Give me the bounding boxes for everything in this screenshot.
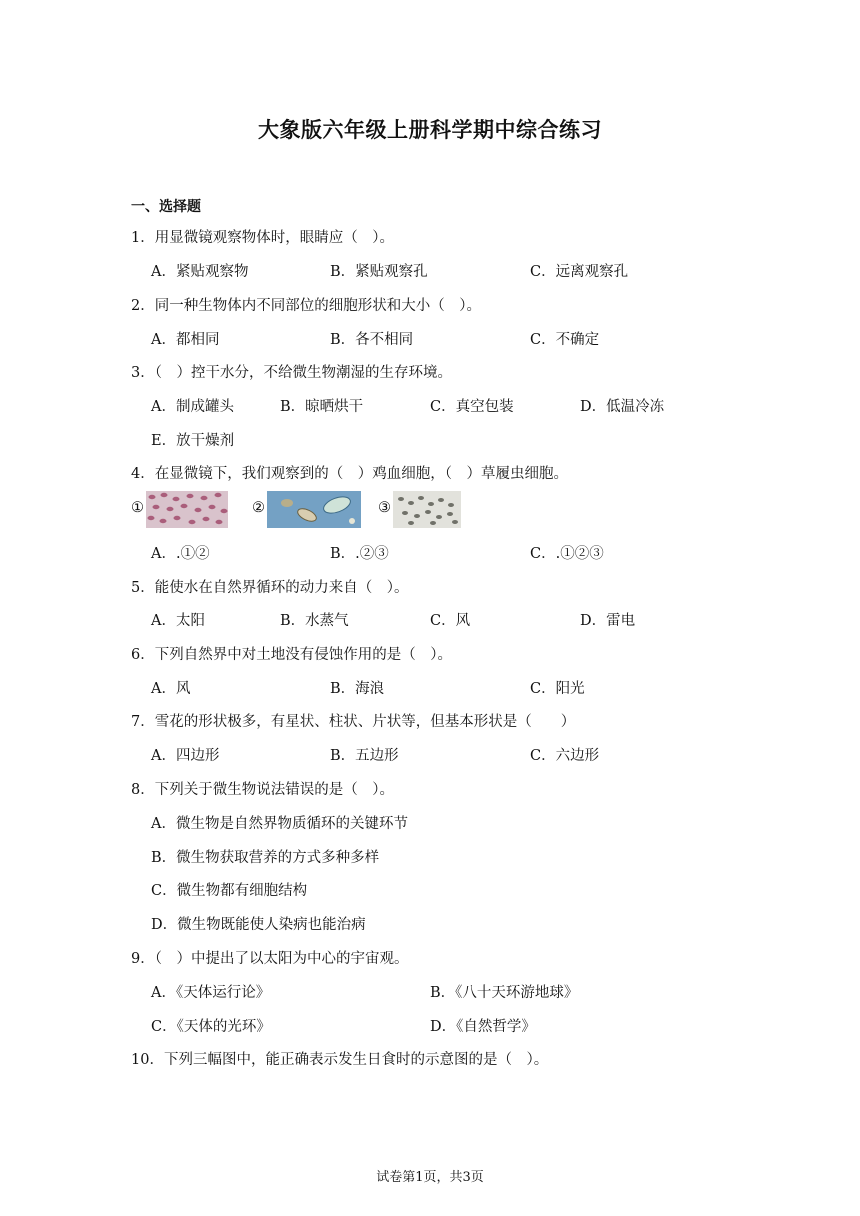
q2-option-b: B．各不相同 (330, 332, 414, 348)
question-3: 3．（ ）控干水分，不给微生物潮湿的生存环境。 (131, 365, 452, 381)
q1-option-b: B．紧贴观察孔 (330, 264, 428, 280)
q7-option-b: B．五边形 (330, 748, 399, 764)
q4-option-c: C．.①②③ (530, 546, 604, 562)
q7-option-a: A．四边形 (151, 748, 220, 764)
q5-option-c: C．风 (430, 613, 471, 629)
question-1: 1．用显微镜观察物体时，眼睛应（ ）。 (131, 230, 394, 246)
q5-option-d: D．雷电 (580, 613, 636, 629)
q3-option-d: D．低温冷冻 (580, 399, 665, 415)
paramecium-image (267, 491, 361, 528)
q1-option-c: C．远离观察孔 (530, 264, 629, 280)
image-label-1: ① (131, 500, 144, 516)
q8-option-c: C．微生物都有细胞结构 (151, 883, 308, 899)
q9-option-a: A．《天体运行论》 (151, 985, 271, 1001)
page-footer: 试卷第1页，共3页 (376, 1170, 484, 1185)
q8-option-b: B．微生物获取营养的方式多种多样 (151, 850, 380, 866)
q2-option-a: A．都相同 (151, 332, 220, 348)
cells-image (393, 491, 461, 528)
q5-option-a: A．太阳 (151, 613, 205, 629)
question-7: 7．雪花的形状极多，有星状、柱状、片状等，但基本形状是（ ） (131, 714, 576, 730)
image-label-3: ③ (378, 500, 391, 516)
q4-option-b: B．.②③ (330, 546, 389, 562)
question-8: 8．下列关于微生物说法错误的是（ ）。 (131, 782, 394, 798)
question-9: 9．（ ）中提出了以太阳为中心的宇宙观。 (131, 951, 409, 967)
q5-option-b: B．水蒸气 (280, 613, 349, 629)
page-title: 大象版六年级上册科学期中综合练习 (258, 117, 602, 142)
q8-option-a: A．微生物是自然界物质循环的关键环节 (151, 816, 408, 832)
q9-option-d: D．《自然哲学》 (430, 1019, 536, 1035)
question-6: 6．下列自然界中对土地没有侵蚀作用的是（ ）。 (131, 647, 452, 663)
q6-option-a: A．风 (151, 681, 191, 697)
question-2: 2．同一种生物体内不同部位的细胞形状和大小（ ）。 (131, 298, 481, 314)
q2-option-c: C．不确定 (530, 332, 600, 348)
q6-option-c: C．阳光 (530, 681, 585, 697)
q1-option-a: A．紧贴观察物 (151, 264, 249, 280)
q9-option-c: C．《天体的光环》 (151, 1019, 271, 1035)
image-label-2: ② (252, 500, 265, 516)
q3-option-a: A．制成罐头 (151, 399, 234, 415)
q9-option-b: B．《八十天环游地球》 (430, 985, 579, 1001)
q7-option-c: C．六边形 (530, 748, 600, 764)
chicken-blood-cells-image (146, 491, 228, 528)
q3-option-b: B．晾晒烘干 (280, 399, 364, 415)
q8-option-d: D．微生物既能使人染病也能治病 (151, 917, 366, 933)
section-heading: 一、选择题 (131, 199, 201, 215)
q4-option-a: A．.①② (151, 546, 210, 562)
question-4: 4．在显微镜下，我们观察到的（ ）鸡血细胞，（ ）草履虫细胞。 (131, 466, 568, 482)
q3-option-e: E．放干燥剂 (151, 433, 235, 449)
q3-option-c: C．真空包装 (430, 399, 514, 415)
q6-option-b: B．海浪 (330, 681, 385, 697)
question-10: 10．下列三幅图中，能正确表示发生日食时的示意图的是（ ）。 (131, 1052, 549, 1068)
question-5: 5．能使水在自然界循环的动力来自（ ）。 (131, 580, 409, 596)
